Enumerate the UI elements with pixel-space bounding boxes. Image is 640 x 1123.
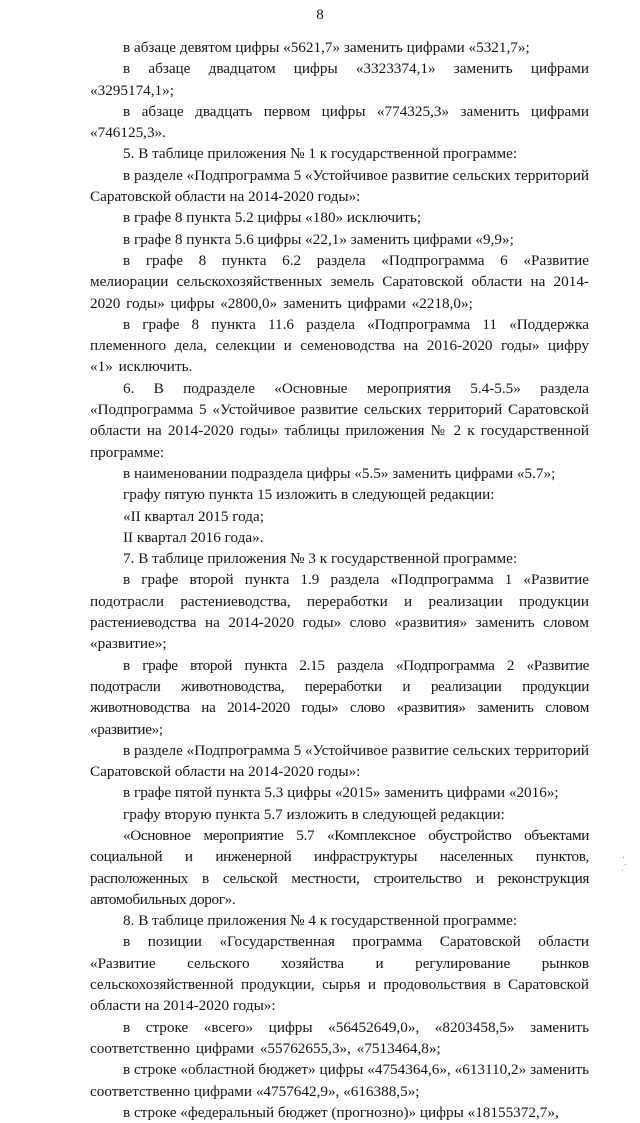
paragraph-24: в строке «всего» цифры «56452649,0», «8203458,5» заменить соответственно цифрами «55762655,3», «7513464,8»; xyxy=(90,1018,589,1057)
paragraph-18: в разделе «Подпрограмма 5 «Устойчивое развитие сельских территорий Саратовской области на 2014-2020 годы»: xyxy=(90,741,589,781)
paragraph-17: в графе второй пункта 2.15 раздела «Подпрограмма 2 «Развитие подотрасли животноводства, переработки и реализации продукции животноводства на 2014-2020 годы» слово «развития» заменить словом «развитие»; xyxy=(90,656,589,738)
paragraph-14: II квартал 2016 года». xyxy=(123,528,264,546)
paragraph-20: графу вторую пункта 5.7 изложить в следующей редакции: xyxy=(123,805,505,823)
paragraph-19: в графе пятой пункта 5.3 цифры «2015» заменить цифрами «2016»; xyxy=(123,784,559,802)
section-6-paragraph: 6. В подразделе «Основные мероприятия 5.4-5.5» раздела «Подпрограмма 5 «Устойчивое развитие сельских территорий Саратовской области на 2014-2020 годы» таблицы приложения № 2 к государственной программе: xyxy=(90,379,589,461)
paragraph-23: в позиции «Государственная программа Саратовской области «Развитие сельского хозяйства и регулирование рынков сельскохозяйственной продукции, сырья и продовольствия в Саратовской области на 2014-2020 годы»: xyxy=(90,933,589,1015)
paragraph-16: в графе второй пункта 1.9 раздела «Подпрограмма 1 «Развитие подотрасли растениеводства, переработки и реализации продукции растениеводства на 2014-2020 годы» слово «развития» заменить словом «развитие»; xyxy=(90,571,589,653)
paragraph-9: в графе 8 пункта 11.6 раздела «Подпрограмма 11 «Поддержка племенного дела, селекции и семеноводства на 2016-2020 годы» цифру «1» исключить. xyxy=(90,315,589,376)
paragraph-25: в строке «областной бюджет» цифры «4754364,6», «613110,2» заменить соответственно цифрами «4757642,9», «616388,5»; xyxy=(90,1061,589,1100)
paragraph-21: «Основное мероприятие 5.7 «Комплексное обустройство объектами социальной и инженерной инфраструктуры населенных пунктов, расположенных в сельской местности, строительство и реконструкция автомобильных дорог». xyxy=(90,826,589,908)
paragraph-2: в абзаце двадцатом цифры «3323374,1» заменить цифрами «3295174,1»; xyxy=(90,60,589,99)
section-7-heading: 7. В таблице приложения № 3 к государственной программе: xyxy=(123,550,518,568)
page-number: 8 xyxy=(316,7,324,23)
paragraph-6: в графе 8 пункта 5.2 цифры «180» исключить; xyxy=(123,209,422,227)
document-body xyxy=(90,37,589,1123)
paragraph-3: в абзаце двадцать первом цифры «774325,3» заменить цифрами «746125,3». xyxy=(90,102,589,142)
paragraph-5: в разделе «Подпрограмма 5 «Устойчивое развитие сельских территорий Саратовской области на 2014-2020 годы»: xyxy=(90,166,589,206)
paragraph-11: в наименовании подраздела цифры «5.5» заменить цифрами «5.7»; xyxy=(123,464,556,482)
paragraph-1: в абзаце девятом цифры «5621,7» заменить цифрами «5321,7»; xyxy=(123,39,530,56)
section-8-heading: 8. В таблице приложения № 4 к государственной программе: xyxy=(123,912,518,930)
paragraph-12: графу пятую пункта 15 изложить в следующей редакции: xyxy=(123,486,495,504)
paragraph-13: «II квартал 2015 года; xyxy=(123,507,264,525)
paragraph-7: в графе 8 пункта 5.6 цифры «22,1» заменить цифрами «9,9»; xyxy=(123,230,514,248)
section-5-heading: 5. В таблице приложения № 1 к государственной программе: xyxy=(123,145,518,163)
scan-artifact xyxy=(620,855,628,875)
paragraph-26: в строке «федеральный бюджет (прогнозно)» цифры «18155372,7», xyxy=(123,1103,559,1121)
paragraph-8: в графе 8 пункта 6.2 раздела «Подпрограмма 6 «Развитие мелиорации сельскохозяйственных земель Саратовской области на 2014-2020 годы» цифры «2800,0» заменить цифрами «2218,0»; xyxy=(90,251,589,312)
